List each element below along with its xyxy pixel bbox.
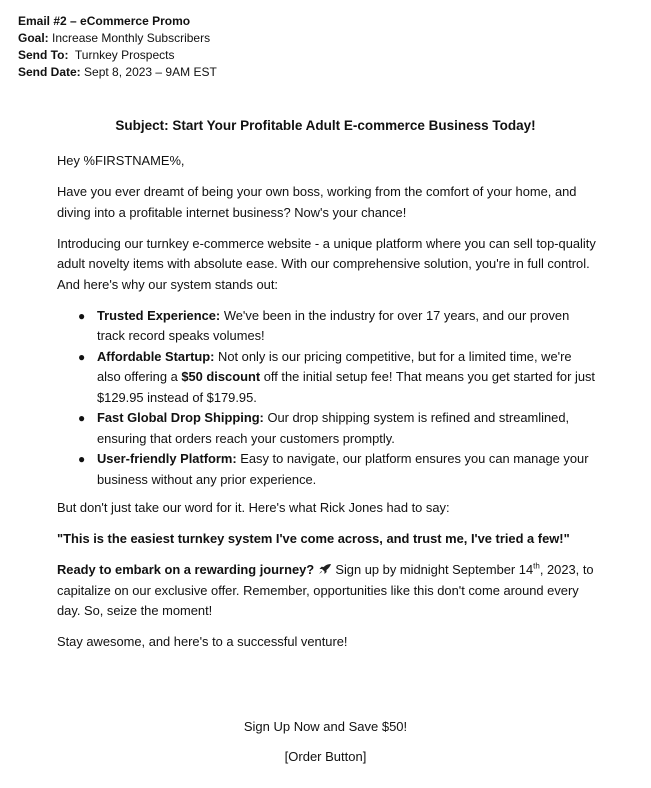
email-subject: Subject: Start Your Profitable Adult E-commerce Business Today! xyxy=(115,118,536,133)
introducing-paragraph: Introducing our turnkey e-commerce website - a unique platform where you can sell top-quality adult novelty items with absolute ease. With our comprehensive solution, you're in full control. And here's why our system stands out: xyxy=(57,235,596,292)
testimonial-quote: "This is the easiest turnkey system I've come across, and trust me, I've tried a few!" xyxy=(57,531,570,546)
feature-list xyxy=(57,306,597,491)
list-item: ● Fast Global Drop Shipping: Our drop shipping system is refined and streamlined, ensuring that orders reach your customers promptly. xyxy=(78,410,570,446)
bullet-icon: ● xyxy=(78,452,86,466)
bullet-icon: ● xyxy=(78,411,86,425)
bullet-icon: ● xyxy=(78,308,86,323)
discount-highlight: $50 discount xyxy=(181,369,261,384)
greeting: Hey %FIRSTNAME%, xyxy=(57,153,185,168)
list-item: ● Affordable Startup: Not only is our pricing competitive, but for a limited time, we're also offering a $50 discount off the initial setup fee! That means you get started for just $129.95 instead of $179.95. xyxy=(78,348,596,405)
bullet-icon: ● xyxy=(78,349,86,364)
signoff: Stay awesome, and here's to a successful venture! xyxy=(57,634,348,649)
goal-line: Goal: Increase Monthly Subscribers xyxy=(18,31,211,45)
list-item: ● Trusted Experience: We've been in the industry for over 17 years, and our proven track record speaks volumes! xyxy=(78,307,570,343)
send-date-line: Send Date: Sept 8, 2023 – 9AM EST xyxy=(18,65,217,79)
email-metadata xyxy=(18,13,217,81)
rocket-icon xyxy=(318,563,332,575)
list-item: ● User-friendly Platform: Easy to navigate, our platform ensures you can manage your business without any prior experience. xyxy=(78,451,589,487)
cta-text: Sign Up Now and Save $50! xyxy=(243,719,408,734)
closing-paragraph: Ready to embark on a rewarding journey? Sign up by midnight September 14th, 2023, to capitalize on our exclusive offer. Remember, opportunities like this don't come around every day. So, seize the moment! xyxy=(57,561,594,618)
send-to-line: Send To: Turnkey Prospects xyxy=(18,48,175,62)
email-title: Email #2 – eCommerce Promo xyxy=(18,14,191,28)
testimonial-intro: But don't just take our word for it. Here's what Rick Jones had to say: xyxy=(57,500,450,515)
order-button-placeholder[interactable]: [Order Button] xyxy=(284,749,367,764)
intro-paragraph: Have you ever dreamt of being your own boss, working from the comfort of your home, and diving into a profitable internet business? Now's your chance! xyxy=(57,184,577,220)
email-body xyxy=(57,151,597,663)
